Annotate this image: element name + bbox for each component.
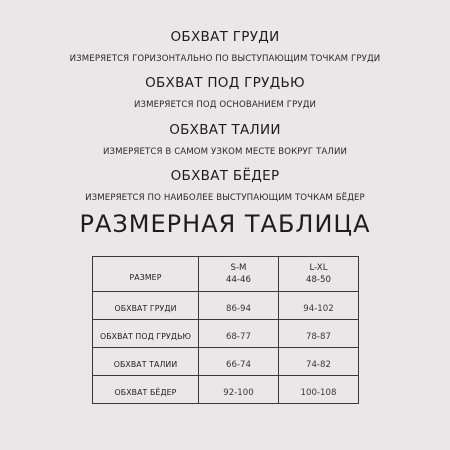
measurement-description: ИЗМЕРЯЕТСЯ ПОД ОСНОВАНИЕМ ГРУДИ — [133, 100, 317, 110]
row-label: ОБХВАТ ТАЛИИ — [113, 360, 178, 369]
cell-value: 100-108 — [300, 388, 337, 398]
value-cell — [279, 320, 359, 348]
size-table-title: РАЗМЕРНАЯ ТАБЛИЦА — [79, 210, 371, 238]
row-label: ОБХВАТ ПОД ГРУДЬЮ — [99, 332, 192, 341]
header-label: РАЗМЕР — [129, 272, 162, 282]
header-size-cell — [279, 257, 359, 292]
measurement-waist — [0, 122, 450, 157]
row-label: ОБХВАТ ГРУДИ — [114, 304, 177, 313]
table-row — [93, 292, 359, 320]
measurement-title: ОБХВАТ БЁДЕР — [170, 168, 280, 184]
table-row — [93, 348, 359, 376]
measurement-title: ОБХВАТ ПОД ГРУДЬЮ — [145, 75, 305, 91]
value-cell — [279, 348, 359, 376]
cell-value: 74-82 — [306, 360, 331, 370]
size-name: S-M — [230, 263, 247, 273]
measurement-description: ИЗМЕРЯЕТСЯ В САМОМ УЗКОМ МЕСТЕ ВОКРУГ ТАЛИИ — [102, 147, 348, 157]
cell-value: 92-100 — [223, 388, 254, 398]
value-cell — [199, 292, 279, 320]
value-cell — [199, 376, 279, 404]
value-cell — [279, 292, 359, 320]
row-label: ОБХВАТ БЁДЕР — [114, 388, 177, 397]
measurement-hips — [0, 168, 450, 203]
measurement-underbust — [0, 75, 450, 110]
measurement-chest — [0, 29, 450, 64]
value-cell — [199, 348, 279, 376]
row-label-cell — [93, 348, 199, 376]
size-range: 44-46 — [226, 275, 251, 285]
size-table — [92, 256, 359, 404]
row-label-cell — [93, 320, 199, 348]
measurement-description: ИЗМЕРЯЕТСЯ ПО НАИБОЛЕЕ ВЫСТУПАЮЩИМ ТОЧКАМ БЁДЕР — [85, 193, 365, 203]
cell-value: 66-74 — [226, 360, 251, 370]
cell-value: 68-77 — [226, 332, 251, 342]
header-label-cell — [93, 257, 199, 292]
row-label-cell — [93, 292, 199, 320]
size-range: 48-50 — [306, 275, 331, 285]
table-row — [93, 376, 359, 404]
measurement-description: ИЗМЕРЯЕТСЯ ГОРИЗОНТАЛЬНО ПО ВЫСТУПАЮЩИМ ТОЧКАМ ГРУДИ — [69, 54, 381, 64]
value-cell — [279, 376, 359, 404]
measurement-title: ОБХВАТ ТАЛИИ — [169, 122, 281, 138]
header-size-cell — [199, 257, 279, 292]
cell-value: 78-87 — [306, 332, 331, 342]
cell-value: 86-94 — [226, 304, 251, 314]
size-name: L-XL — [309, 263, 328, 273]
row-label-cell — [93, 376, 199, 404]
cell-value: 94-102 — [303, 304, 334, 314]
measurement-title: ОБХВАТ ГРУДИ — [170, 29, 280, 45]
table-row — [93, 320, 359, 348]
table-header-row — [93, 257, 359, 292]
value-cell — [199, 320, 279, 348]
